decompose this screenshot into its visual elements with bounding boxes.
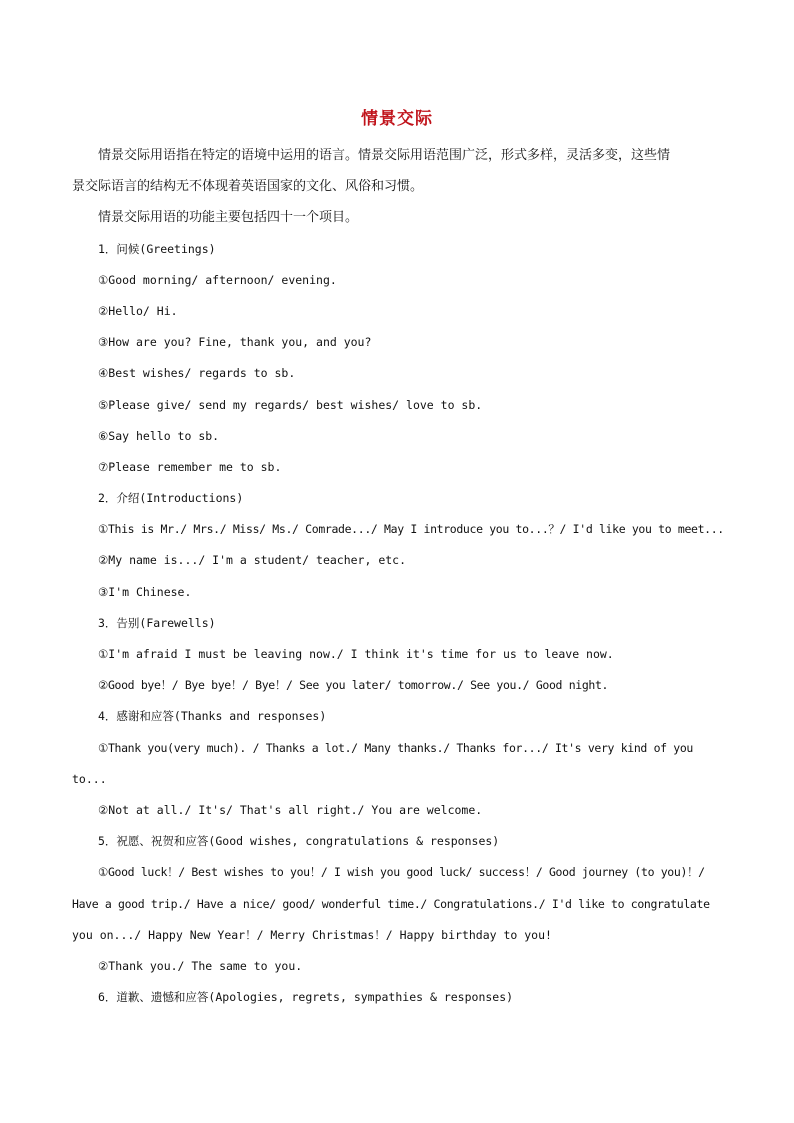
- list-item-continuation: Have a good trip./ Have a nice/ good/ wonderful time./ Congratulations./ I'd like to congratulate: [72, 896, 710, 911]
- page-title: 情景交际: [361, 109, 433, 129]
- list-item: ②Thank you./ The same to you.: [98, 958, 303, 973]
- list-item: ②Not at all./ It's/ That's all right./ You are welcome.: [98, 802, 483, 817]
- intro-paragraph-line-2: 景交际语言的结构无不体现着英语国家的文化、风俗和习惯。: [72, 179, 424, 195]
- section-heading-introductions: 2．介绍(Introductions): [98, 491, 244, 506]
- document-body: [72, 140, 722, 1013]
- intro-paragraph-line-1: 情景交际用语指在特定的语境中运用的语言。情景交际用语范围广泛，形式多样，灵活多变，这些情: [98, 148, 671, 163]
- section-heading-thanks: 4．感谢和应答(Thanks and responses): [98, 709, 327, 724]
- list-item: ⑤Please give/ send my regards/ best wishes/ love to sb.: [98, 397, 483, 412]
- list-item: ①Thank you(very much). / Thanks a lot./ Many thanks./ Thanks for.../ It's very kind of you: [98, 740, 694, 755]
- intro-paragraph-2: 情景交际用语的功能主要包括四十一个项目。: [98, 210, 359, 226]
- section-heading-farewells: 3．告别(Farewells): [98, 615, 216, 630]
- list-item: ⑥Say hello to sb.: [98, 428, 220, 443]
- list-item-continuation: you on.../ Happy New Year！/ Merry Christmas！/ Happy birthday to you!: [72, 927, 552, 942]
- section-heading-greetings: 1．问候(Greetings): [98, 241, 216, 256]
- section-heading-good-wishes: 5．祝愿、祝贺和应答(Good wishes, congratulations & responses): [98, 834, 500, 849]
- list-item: ②Good bye！/ Bye bye！/ Bye！/ See you later/ tomorrow./ See you./ Good night.: [98, 678, 609, 693]
- list-item: ①This is Mr./ Mrs./ Miss/ Ms./ Comrade.../ May I introduce you to...？/ I'd like you to meet...: [98, 522, 724, 537]
- list-item: ②My name is.../ I'm a student/ teacher, etc.: [98, 553, 407, 568]
- list-item: ③I'm Chinese.: [98, 584, 192, 599]
- list-item: ⑦Please remember me to sb.: [98, 459, 282, 474]
- section-heading-apologies: 6．道歉、遗憾和应答(Apologies, regrets, sympathies & responses): [98, 990, 514, 1005]
- list-item: ②Hello/ Hi.: [98, 303, 178, 318]
- list-item: ①Good luck！/ Best wishes to you！/ I wish you good luck/ success！/ Good journey (to you)！/: [98, 865, 705, 880]
- list-item-continuation: to...: [72, 771, 107, 786]
- list-item: ④Best wishes/ regards to sb.: [98, 366, 296, 381]
- list-item: ③How are you? Fine, thank you, and you?: [98, 335, 372, 350]
- list-item: ①Good morning/ afternoon/ evening.: [98, 272, 337, 287]
- list-item: ①I'm afraid I must be leaving now./ I think it's time for us to leave now.: [98, 647, 614, 661]
